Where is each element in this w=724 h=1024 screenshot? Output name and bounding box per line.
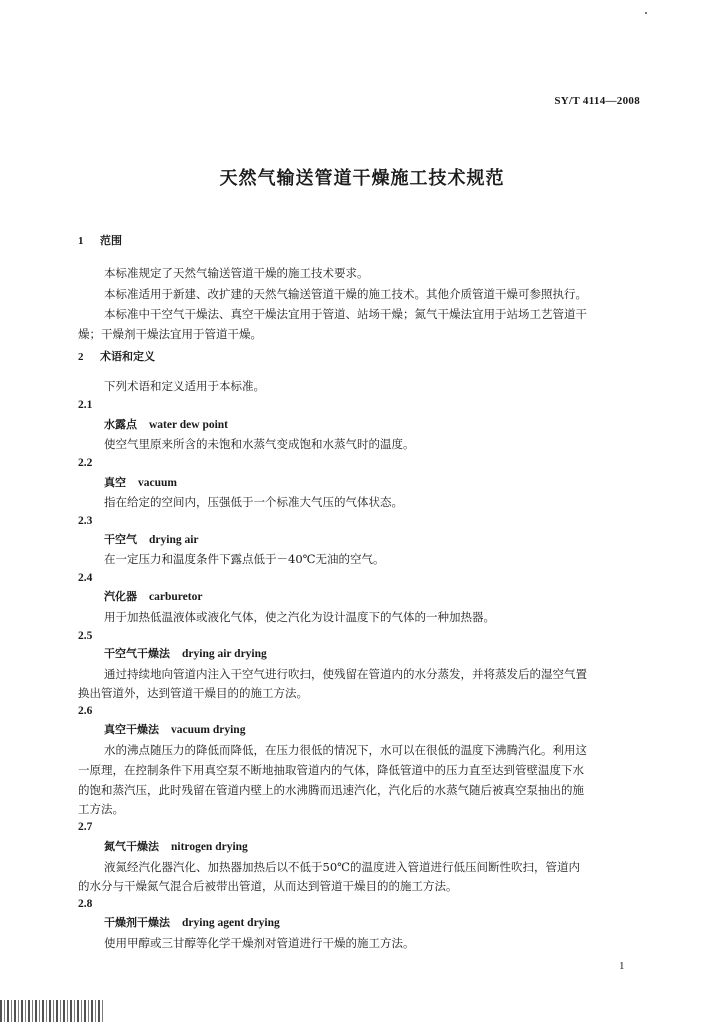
section-heading <box>78 350 155 364</box>
term-heading <box>104 476 177 490</box>
term-zh: 干燥剂干燥法 <box>104 916 170 929</box>
term-en: nitrogen drying <box>171 841 248 853</box>
definition-line: 的饱和蒸汽压，此时残留在管道内壁上的水沸腾而迅速汽化，汽化后的水蒸气随后被真空泵抽出的施 <box>78 783 584 797</box>
definition-line: 工方法。 <box>78 802 124 816</box>
term-en: water dew point <box>149 419 229 431</box>
term-heading <box>104 723 245 737</box>
clause-number: 2.6 <box>78 705 93 717</box>
definition-line: 水的沸点随压力的降低而降低，在压力很低的情况下，水可以在很低的温度下沸腾汽化。利用这 <box>104 743 587 757</box>
paragraph-line: 本标准规定了天然气输送管道干燥的施工技术要求。 <box>104 266 369 280</box>
term-heading <box>104 418 228 432</box>
clause-number: 2.2 <box>78 457 93 469</box>
definition-line: 的水分与干燥氮气混合后被带出管道，从而达到管道干燥目的的施工方法。 <box>78 879 458 893</box>
definition-line: 在一定压力和温度条件下露点低于－40℃无油的空气。 <box>104 552 385 566</box>
term-heading <box>104 916 280 930</box>
term-zh: 汽化器 <box>104 590 137 603</box>
section-heading <box>78 234 122 248</box>
definition-line: 液氮经汽化器汽化、加热器加热后以不低于50℃的温度进入管道进行低压间断性吹扫，管道内 <box>104 860 580 874</box>
term-en: carburetor <box>149 591 203 603</box>
page-number: 1 <box>619 960 625 972</box>
document-title: 天然气输送管道干燥施工技术规范 <box>219 168 505 189</box>
term-heading <box>104 590 202 604</box>
definition-line: 使空气里原来所含的未饱和水蒸气变成饱和水蒸气时的温度。 <box>104 437 415 451</box>
section-title: 范围 <box>100 234 122 247</box>
term-heading <box>104 647 267 661</box>
clause-number: 2.7 <box>78 821 93 833</box>
paragraph-line: 下列术语和定义适用于本标准。 <box>104 379 265 393</box>
term-en: vacuum <box>138 477 177 489</box>
term-zh: 氮气干燥法 <box>104 840 159 853</box>
definition-line: 使用甲醇或三甘醇等化学干燥剂对管道进行干燥的施工方法。 <box>104 936 415 950</box>
term-en: vacuum drying <box>171 724 246 736</box>
term-zh: 干空气 <box>104 533 137 546</box>
term-zh: 水露点 <box>104 418 137 431</box>
section-number: 2 <box>78 351 84 363</box>
standard-code: SY/T 4114—2008 <box>554 95 640 107</box>
section-number: 1 <box>78 235 84 247</box>
term-en: drying air drying <box>182 648 267 660</box>
term-en: drying agent drying <box>182 917 280 929</box>
clause-number: 2.4 <box>78 572 93 584</box>
clause-number: 2.8 <box>78 898 93 910</box>
definition-line: 一原理，在控制条件下用真空泵不断地抽取管道内的气体，降低管道中的压力直至达到管壁温度下水 <box>78 763 584 777</box>
paragraph-line: 本标准中干空气干燥法、真空干燥法宜用于管道、站场干燥；氮气干燥法宜用于站场工艺管道干 <box>104 307 587 321</box>
clause-number: 2.1 <box>78 399 93 411</box>
clause-number: 2.5 <box>78 630 93 642</box>
term-en: drying air <box>149 534 199 546</box>
section-title: 术语和定义 <box>100 350 155 363</box>
definition-line: 指在给定的空间内，压强低于一个标准大气压的气体状态。 <box>104 495 403 509</box>
term-zh: 真空 <box>104 476 126 489</box>
paragraph-line: 本标准适用于新建、改扩建的天然气输送管道干燥的施工技术。其他介质管道干燥可参照执行。 <box>104 287 587 301</box>
definition-line: 用于加热低温液体或液化气体，使之汽化为设计温度下的气体的一种加热器。 <box>104 610 495 624</box>
definition-line: 通过持续地向管道内注入干空气进行吹扫，使残留在管道内的水分蒸发，并将蒸发后的湿空气置 <box>104 667 587 681</box>
term-zh: 真空干燥法 <box>104 723 159 736</box>
clause-number: 2.3 <box>78 515 93 527</box>
scan-artifact <box>0 1000 105 1022</box>
term-heading <box>104 533 199 547</box>
definition-line: 换出管道外，达到管道干燥目的的施工方法。 <box>78 686 308 700</box>
term-zh: 干空气干燥法 <box>104 647 170 660</box>
term-heading <box>104 840 248 854</box>
scan-speck <box>645 12 647 14</box>
paragraph-line: 燥；干燥剂干燥法宜用于管道干燥。 <box>78 327 262 341</box>
